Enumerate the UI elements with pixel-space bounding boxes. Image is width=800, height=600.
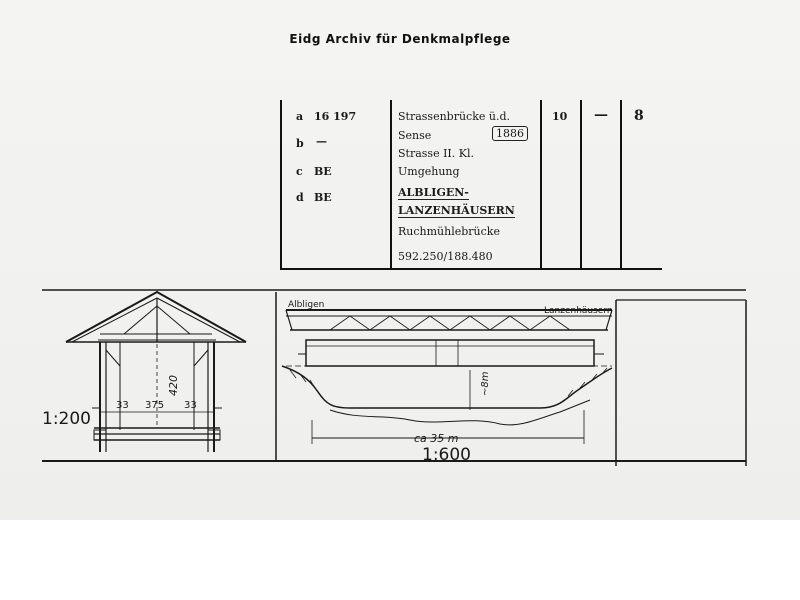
place-line-1: ALBLIGEN- bbox=[398, 186, 469, 199]
row-d-value: BE bbox=[314, 191, 332, 204]
elevation-span: ca 35 m bbox=[414, 432, 459, 445]
row-d-key: d bbox=[296, 191, 304, 204]
elevation-scale: 1:600 bbox=[422, 445, 471, 465]
coordinates: 592.250/188.480 bbox=[398, 250, 493, 263]
dim-right: 33 bbox=[184, 400, 197, 411]
bridge-name: Ruchmühlebrücke bbox=[398, 225, 500, 238]
row-a-key: a bbox=[296, 110, 304, 123]
row-c-key: c bbox=[296, 165, 303, 178]
row-c-value: BE bbox=[314, 165, 332, 178]
row-a-value: 16 197 bbox=[314, 110, 357, 123]
column-3-value: 8 bbox=[634, 108, 644, 124]
desc-line-2: Sense bbox=[398, 129, 432, 142]
cross-section-height: 420 bbox=[167, 375, 180, 396]
desc-line-3: Strasse II. Kl. bbox=[398, 147, 474, 160]
desc-line-4: Umgehung bbox=[398, 165, 460, 178]
place-line-2: LANZENHÄUSERN bbox=[398, 204, 515, 217]
dim-middle: 375 bbox=[145, 400, 165, 411]
dim-left: 33 bbox=[116, 400, 129, 411]
cross-section-scale: 1:200 bbox=[42, 409, 91, 429]
elevation-label-left: Albligen bbox=[288, 300, 325, 310]
elevation-drawing bbox=[282, 310, 612, 444]
row-b-value: — bbox=[316, 135, 327, 148]
cross-section-drawing bbox=[66, 292, 246, 452]
elevation-label-right: Lanzenhäusern bbox=[544, 306, 613, 316]
column-2-value: — bbox=[594, 107, 608, 123]
archive-title: Eidg Archiv für Denkmalpflege bbox=[289, 32, 511, 46]
desc-line-1: Strassenbrücke ü.d. bbox=[398, 110, 510, 123]
column-1-value: 10 bbox=[552, 110, 568, 123]
elevation-height: ~8m bbox=[480, 371, 491, 396]
year-stamp: 1886 bbox=[492, 126, 528, 141]
row-b-key: b bbox=[296, 137, 304, 150]
